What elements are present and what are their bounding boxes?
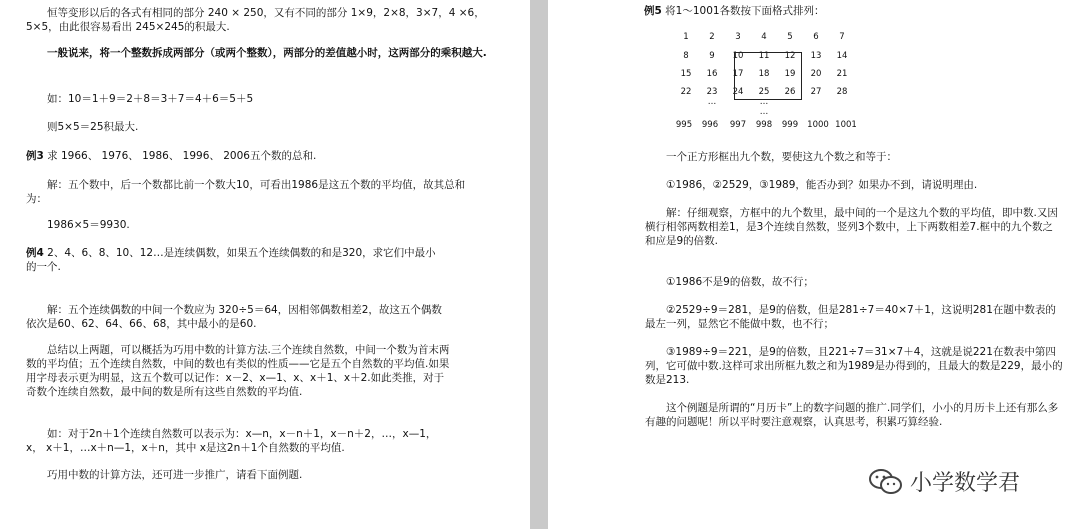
watermark — [868, 466, 1020, 497]
grid-cell: 13 — [810, 51, 822, 61]
grid-cell: 20 — [810, 69, 822, 79]
grid-cell: 7 — [839, 32, 845, 42]
grid-cell: 9 — [709, 51, 715, 61]
grid-cell: 1000 — [807, 120, 829, 130]
example-4-text: 2、4、6、8、10、12…是连续偶数，如果五个连续偶数的和是320，求它们中最小的一个. — [26, 247, 436, 273]
right-para-3: 解：仔细观察，方框中的九个数里，最中间的一个是这九个数的平均值，即中数.又因横行相邻两数相差1，是3个连续自然数，竖列3个数中，上下两数相差7.框中的九个数之和应是9的倍数. — [645, 207, 1058, 247]
grid-cell: 26 — [784, 87, 796, 97]
grid-cell: 4 — [761, 32, 767, 42]
example-3 — [26, 149, 516, 163]
watermark-text: 小学数学君 — [910, 471, 1021, 496]
example-3-label: 例3 — [26, 150, 44, 162]
example-4 — [26, 246, 446, 274]
grid-cell: 1001 — [835, 120, 857, 130]
left-para-6: 1986×5＝9930. — [47, 219, 130, 231]
example-5 — [644, 4, 1044, 18]
grid-cell: 27 — [810, 87, 822, 97]
left-para-4: 则5×5＝25积最大. — [47, 121, 139, 133]
grid-ellipsis: … — [707, 97, 717, 107]
grid-cell: 15 — [680, 69, 692, 79]
grid-cell: 999 — [781, 120, 799, 130]
grid-cell: 995 — [675, 120, 693, 130]
grid-cell: 1 — [683, 32, 689, 42]
grid-cell: 16 — [706, 69, 718, 79]
page-gutter — [530, 0, 548, 529]
grid-cell: 11 — [758, 51, 770, 61]
grid-cell: 2 — [709, 32, 715, 42]
grid-cell: 25 — [758, 87, 770, 97]
grid-cell: 997 — [729, 120, 747, 130]
grid-cell: 22 — [680, 87, 692, 97]
grid-cell: 8 — [683, 51, 689, 61]
grid-cell: 12 — [784, 51, 796, 61]
grid-cell: 28 — [836, 87, 848, 97]
grid-ellipsis: … — [759, 107, 769, 117]
example-3-text: 求 1966、 1976、 1986、 1996、 2006五个数的总和. — [47, 150, 317, 162]
grid-cell: 19 — [784, 69, 796, 79]
grid-cell: 14 — [836, 51, 848, 61]
right-para-4: ①1986不是9的倍数，故不行； — [666, 276, 814, 288]
left-para-7: 解：五个连续偶数的中间一个数应为 320÷5＝64，因相邻偶数相差2，故这五个偶数依次是60、62、64、66、68，其中最小的是60. — [26, 304, 442, 330]
left-para-1: 恒等变形以后的各式有相同的部分 240 × 250，又有不同的部分 1×9，2×8，3×7，4 ×6，5×5，由此很容易看出 245×245的积最大. — [26, 7, 485, 33]
grid-cell: 6 — [813, 32, 819, 42]
left-para-8: 总结以上两题，可以概括为巧用中数的计算方法.三个连续自然数，中间一个数为首末两数的平均值；五个连续自然数，中间的数也有类似的性质——它是五个自然数的平均值.如果用字母表示更为明显，这五个数可以记作：x－2、x—1、x、x＋1、x＋2.如此类推，对于奇数个连续自然数，最中间的数是所有这些自然数的平均值. — [26, 344, 450, 398]
right-para-6: ③1989÷9＝221，是9的倍数，且221÷7＝31×7＋4，这就是说221在数表中第四列，它可做中数.这样可求出所框九数之和为1989是办得到的，且最大的数是229，最小的数是213. — [645, 346, 1063, 386]
grid-cell: 998 — [755, 120, 773, 130]
grid-cell: 24 — [732, 87, 744, 97]
grid-cell: 18 — [758, 69, 770, 79]
example-5-label: 例5 — [644, 5, 662, 17]
right-para-1: 一个正方形框出九个数，要使这九个数之和等于： — [666, 151, 897, 163]
grid-cell: 3 — [735, 32, 741, 42]
left-para-9: 如：对于2n＋1个连续自然数可以表示为：x—n，x－n＋1，x－n＋2，…，x—1， x， x＋1，…x＋n—1，x＋n，其中 x是这2n＋1个自然数的平均值. — [26, 428, 437, 454]
nine-number-frame — [734, 52, 802, 100]
left-para-5: 解：五个数中，后一个数都比前一个数大10，可看出1986是这五个数的平均值，故其总和为： — [26, 179, 466, 205]
grid-cell: 23 — [706, 87, 718, 97]
right-para-7: 这个例题是所谓的“月历卡”上的数字问题的推广.同学们，小小的月历卡上还有那么多有趣的问题呢！所以平时要注意观察，认真思考，积累巧算经验. — [645, 402, 1059, 428]
grid-cell: 996 — [701, 120, 719, 130]
left-para-3: 如：10＝1＋9＝2＋8＝3＋7＝4＋6＝5＋5 — [47, 93, 254, 105]
left-page — [0, 0, 530, 529]
right-para-2: ①1986，②2529，③1989，能否办到？如果办不到，请说明理由. — [666, 179, 978, 191]
grid-cell: 5 — [787, 32, 793, 42]
right-page — [548, 0, 1080, 529]
grid-ellipsis: … — [759, 97, 769, 107]
left-para-2-bold: 一般说来，将一个整数拆成两部分（或两个整数），两部分的差值越小时，这两部分的乘积越大. — [47, 47, 487, 59]
grid-cell: 10 — [732, 51, 744, 61]
grid-cell: 17 — [732, 69, 744, 79]
right-para-5: ②2529÷9＝281，是9的倍数，但是281÷7＝40×7＋1，这说明281在题中数表的最左一列，显然它不能做中数，也不行； — [645, 304, 1056, 330]
wechat-icon — [868, 468, 904, 496]
grid-cell: 21 — [836, 69, 848, 79]
example-4-label: 例4 — [26, 247, 44, 259]
example-5-text: 将1～1001各数按下面格式排列： — [665, 5, 825, 17]
left-para-10: 巧用中数的计算方法，还可进一步推广，请看下面例题. — [47, 469, 303, 481]
